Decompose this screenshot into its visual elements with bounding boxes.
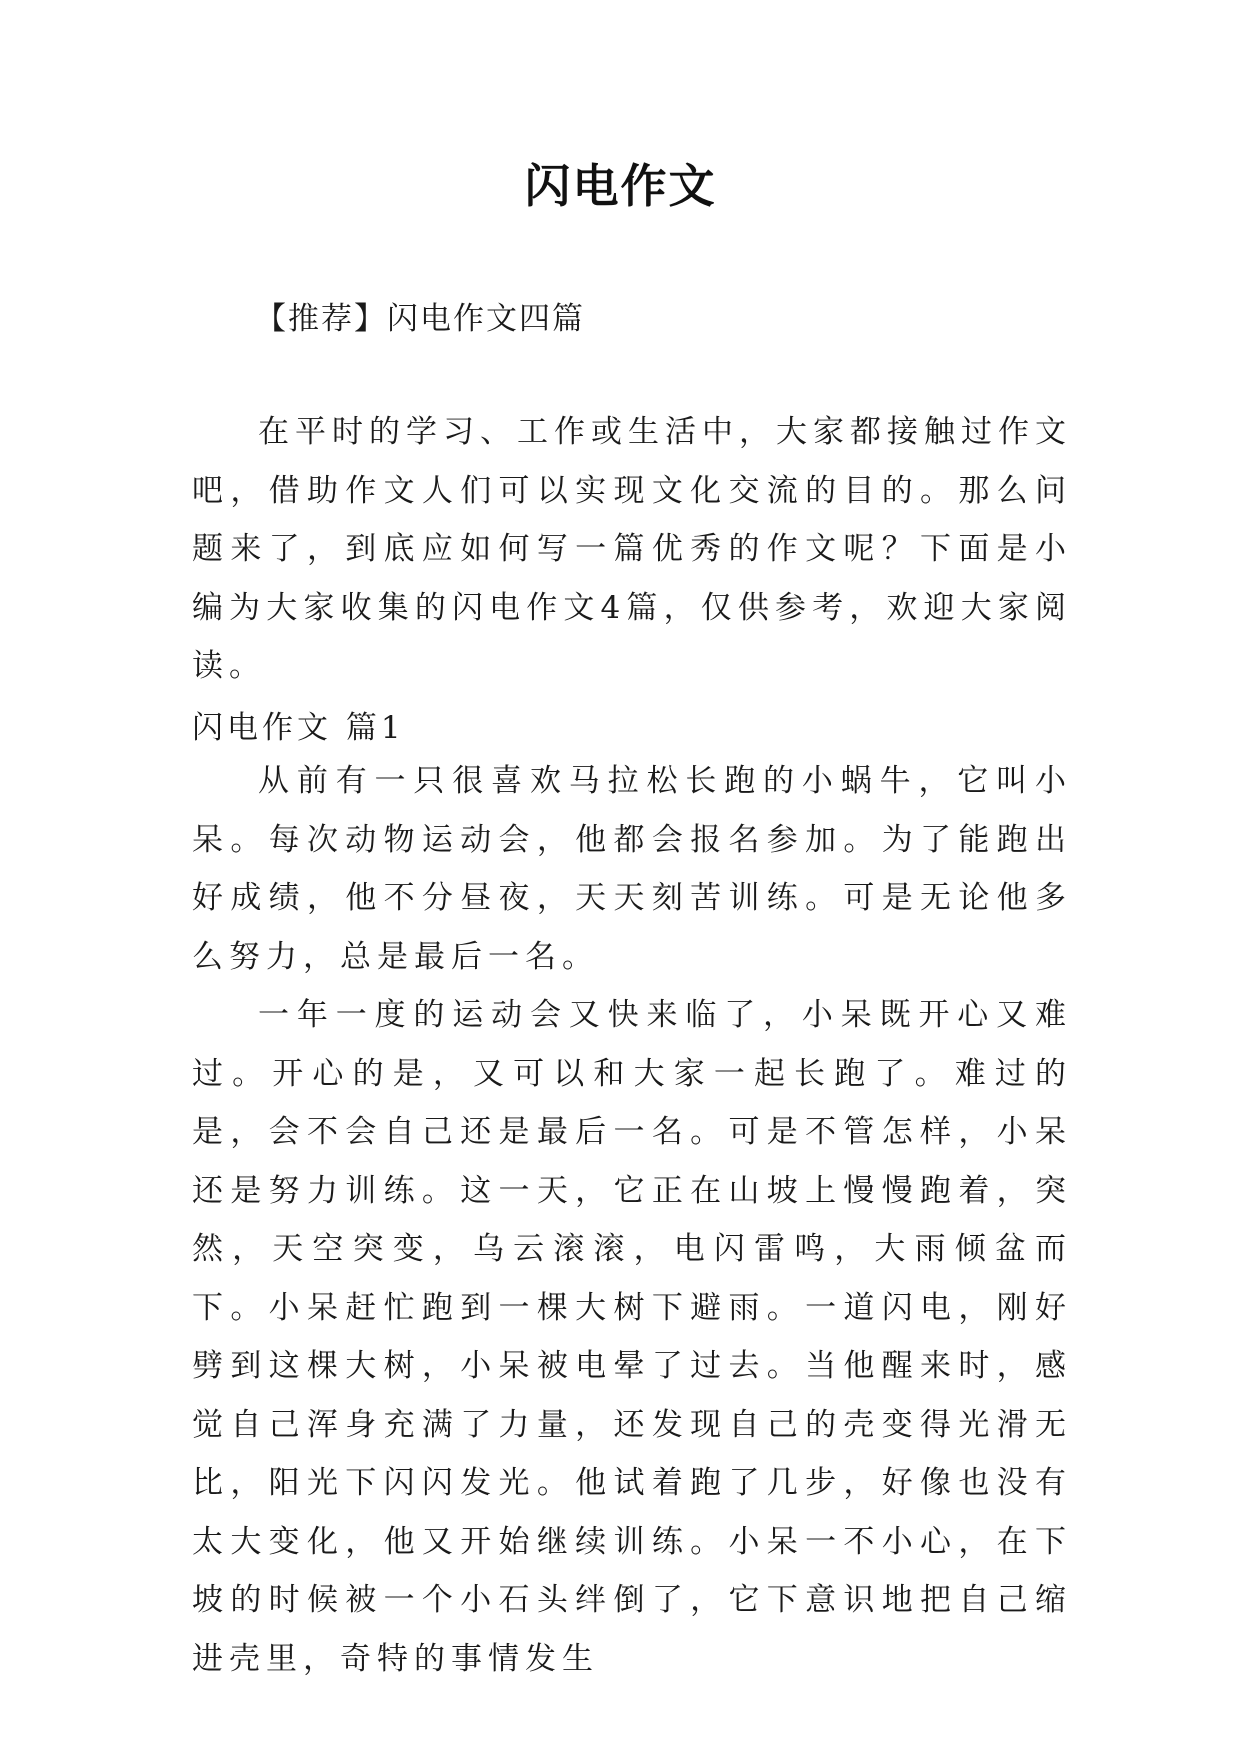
body-paragraph: 从前有一只很喜欢马拉松长跑的小蜗牛，它叫小呆。每次动物运动会，他都会报名参加。为了能跑出好成绩，他不分昼夜，天天刻苦训练。可是无论他多么努力，总是最后一名。 bbox=[192, 763, 1072, 975]
body-paragraph: 一年一度的运动会又快来临了，小呆既开心又难过。开心的是，又可以和大家一起长跑了。难过的是，会不会自己还是最后一名。可是不管怎样，小呆还是努力训练。这一天，它正在山坡上慢慢跑着，突然，天空突变，乌云滚滚，电闪雷鸣，大雨倾盆而下。小呆赶忙跑到一棵大树下避雨。一道闪电，刚好劈到这棵大树，小呆被电晕了过去。当他醒来时，感觉自己浑身充满了力量，还发现自己的壳变得光滑无比，阳光下闪闪发光。他试着跑了几步，好像也没有太大变化，他又开始继续训练。小呆一不小心，在下坡的时候被一个小石头绊倒了，它下意识地把自己缩进壳里，奇特的事情发生 bbox=[192, 997, 1072, 1677]
document-title: 闪电作文 bbox=[524, 159, 717, 213]
section-heading: 闪电作文 篇1 bbox=[192, 710, 405, 746]
document-subtitle: 【推荐】闪电作文四篇 bbox=[255, 301, 585, 337]
intro-paragraph: 在平时的学习、工作或生活中，大家都接触过作文吧，借助作文人们可以实现文化交流的目的。那么问题来了，到底应如何写一篇优秀的作文呢？下面是小编为大家收集的闪电作文4篇，仅供参考，欢迎大家阅读。 bbox=[192, 414, 1072, 684]
